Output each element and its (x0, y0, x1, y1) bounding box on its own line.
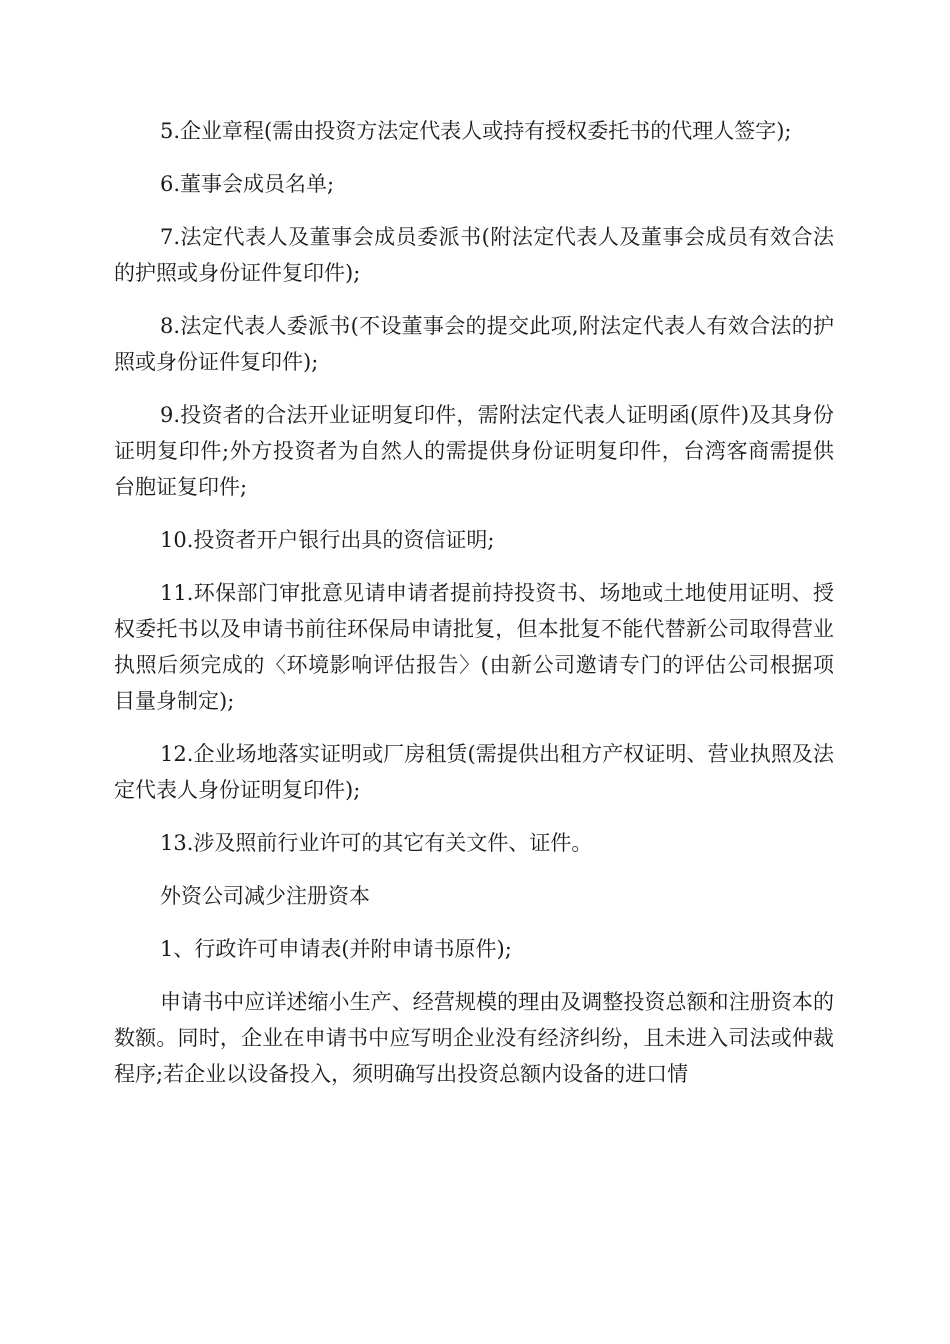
paragraph-item-1: 1、行政许可申请表(并附申请书原件); (160, 937, 512, 961)
paragraph-item-13: 13.涉及照前行业许可的其它有关文件、证件。 (160, 831, 593, 855)
paragraph-item-8: 8.法定代表人委派书(不设董事会的提交此项,附法定代表人有效合法的护照或身份证件复印件); (114, 314, 834, 374)
paragraph-item-6: 6.董事会成员名单; (160, 172, 335, 196)
document-body (114, 113, 834, 1109)
paragraph-item-9: 9.投资者的合法开业证明复印件，需附法定代表人证明函(原件)及其身份证明复印件;外方投资者为自然人的需提供身份证明复印件，台湾客商需提供台胞证复印件; (114, 403, 834, 499)
section-heading: 外资公司减少注册资本 (160, 884, 370, 908)
paragraph-item-12: 12.企业场地落实证明或厂房租赁(需提供出租方产权证明、营业执照及法定代表人身份证明复印件); (114, 742, 834, 802)
paragraph-item-11: 11.环保部门审批意见请申请者提前持投资书、场地或土地使用证明、授权委托书以及申请书前往环保局申请批复，但本批复不能代替新公司取得营业执照后须完成的〈环境影响评估报告〉(由新公司邀请专门的评估公司根据项目量身制定); (114, 581, 834, 713)
paragraph-item-5: 5.企业章程(需由投资方法定代表人或持有授权委托书的代理人签字); (160, 119, 792, 143)
paragraph-item-7: 7.法定代表人及董事会成员委派书(附法定代表人及董事会成员有效合法的护照或身份证件复印件); (114, 225, 834, 285)
paragraph-item-10: 10.投资者开户银行出具的资信证明; (160, 528, 495, 552)
paragraph-application-detail: 申请书中应详述缩小生产、经营规模的理由及调整投资总额和注册资本的数额。同时，企业在申请书中应写明企业没有经济纠纷，且未进入司法或仲裁程序;若企业以设备投入，须明确写出投资总额内设备的进口情 (114, 990, 834, 1086)
